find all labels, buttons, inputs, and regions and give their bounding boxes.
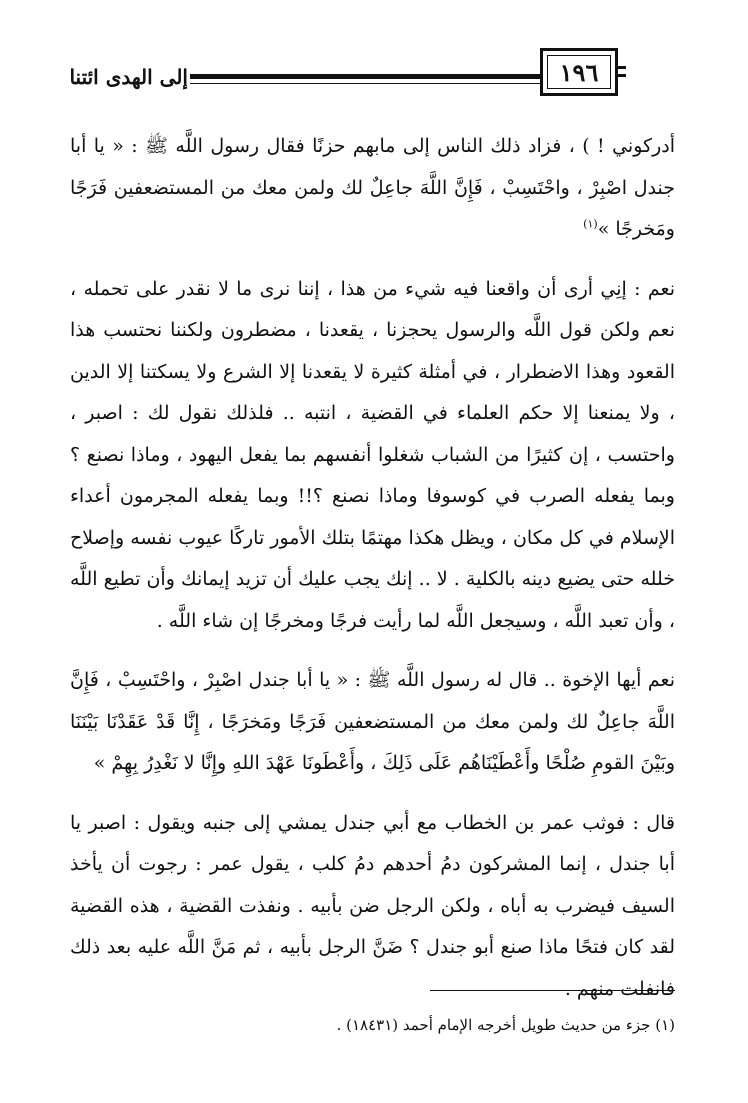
paragraph-1 bbox=[70, 126, 675, 251]
footnote-text: (١) جزء من حديث طويل أخرجه الإمام أحمد (١٨٤٣١) . bbox=[336, 1016, 675, 1034]
paragraph-4: قال : فوثب عمر بن الخطاب مع أبي جندل يمشي إلى جنبه ويقول : اصبر يا أبا جندل ، إنما المشركون دمُ أحدهم دمُ كلب ، يقول عمر : رجوت أن يأخذ السيف فيضرب به أباه ، ولكن الرجل ضن بأبيه . ونفذت القضية ، هذه القضية لقد كان فتحًا ماذا صنع أبو جندل ؟ ضَنَّ الرجل بأبيه ، ثم مَنَّ اللَّه عليه بعد ذلك فانفلت منهم . bbox=[70, 811, 675, 1000]
page-number: ١٩٦ bbox=[559, 57, 599, 87]
page-header bbox=[0, 0, 748, 110]
header-rule-thick bbox=[190, 74, 540, 79]
paragraph-1-text: أدركوني ! ) ، فزاد ذلك الناس إلى مابهم حزنًا فقال رسول اللَّه ﷺ : « يا أبا جندل اصْبِرْ ، واحْتَسِبْ ، فَإِنَّ اللَّهَ جاعِلٌ لك ولمن معك من المستضعفين فَرَجًا ومَخرجًا » bbox=[70, 135, 675, 240]
paragraph-3: نعم أيها الإخوة .. قال له رسول اللَّه ﷺ : « يا أبا جندل اصْبِرْ ، واحْتَسِبْ ، فَإِنَّ اللَّهَ جاعِلٌ لك ولمن معك من المستضعفين فَرَجًا ومَخرَجًا ، إِنَّا قَدْ عَقَدْنَا بَيْنَنَا وبَيْنَ القومِ صُلْحًا وأَعْطَيْنَاهُم عَلَى ذَلِكَ ، وأَعْطَونَا عَهْدَ اللهِ وإِنَّا لا نَغْدِرُ بِهِمْ » bbox=[70, 669, 675, 774]
footnote-separator bbox=[430, 990, 675, 991]
page-number-box bbox=[540, 48, 618, 96]
book-title: إلى الهدى ائتنا bbox=[69, 65, 188, 89]
header-rule-right-bottom bbox=[618, 74, 626, 77]
header-rule-right-top bbox=[618, 66, 626, 69]
footnote-marker: (١) bbox=[583, 217, 598, 231]
paragraph-2: نعم : إنِي أرى أن واقعنا فيه شيء من هذا ، إننا نرى ما لا نقدر على تحمله ، نعم ولكن قول اللَّه والرسول يحجزنا ، يقعدنا ، مضطرون ولكننا نحتسب هذا القعود وهذا الاضطرار ، في أمثلة كثيرة لا يقعدنا إلا الشرع ولا يسكتنا إلا الدين ، ولا يمنعنا إلا حكم العلماء في القضية ، انتبه .. فلذلك نقول لك : اصبر ، واحتسب ، إن كثيرًا من الشباب شغلوا أنفسهم بما يفعل اليهود ، وماذا نصنع ؟ وبما يفعله الصرب في كوسوفا وماذا نصنع ؟!! وبما يفعله المجرمون أعداء الإسلام في كل مكان ، ويظل هكذا مهتمًا بتلك الأمور تاركًا عيوب نفسه وإصلاح خلله حتى يضيع دينه بالكلية . لا .. إنك يجب عليك أن تزيد إيمانك وأن تطيع اللَّه ، وأن تعبد اللَّه ، وسيجعل اللَّه لما رأيت فرجًا ومخرجًا إن شاء اللَّه . bbox=[70, 277, 675, 632]
header-rule-thin bbox=[190, 83, 540, 84]
main-text bbox=[70, 126, 675, 1010]
